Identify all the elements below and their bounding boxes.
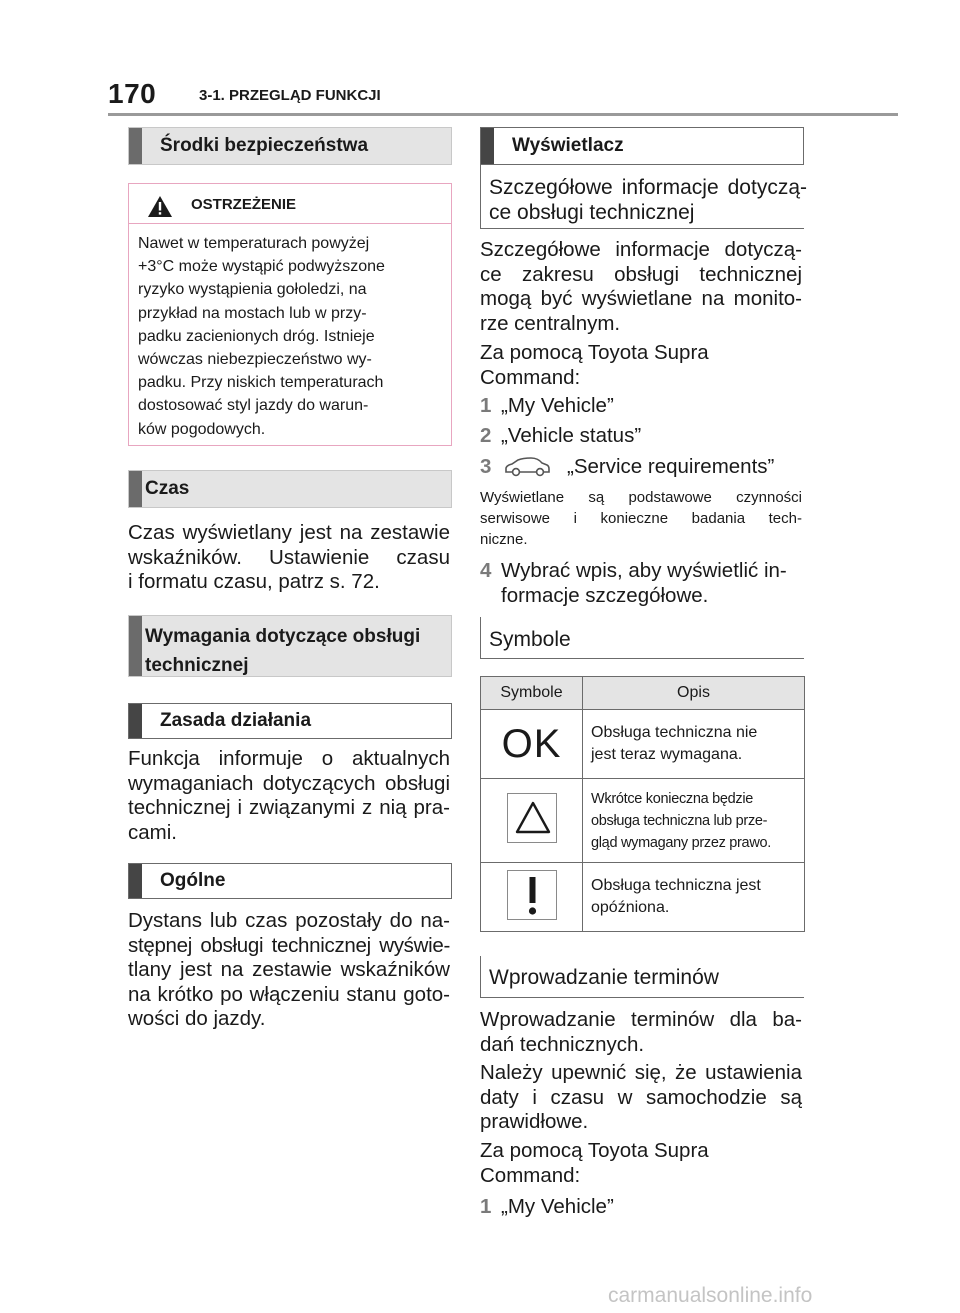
- display-subhead: [489, 175, 807, 225]
- check-paragraph: [480, 1061, 802, 1135]
- exclamation-icon: [507, 870, 557, 920]
- table-row: [481, 710, 805, 779]
- description-line: jest teraz wymagana.: [591, 746, 743, 763]
- service-heading-line: technicznej: [145, 655, 249, 676]
- note-line: Wyświetlane są podstawowe czynności: [480, 489, 802, 506]
- principle-heading: [128, 703, 452, 739]
- page-number: 170: [108, 78, 157, 109]
- time-heading-label: Czas: [145, 478, 190, 499]
- warning-triangle-icon: [507, 793, 557, 843]
- description-line: Obsługa techniczna nie: [591, 724, 758, 741]
- step-number: 2: [480, 424, 492, 447]
- warning-line: ków pogodowych.: [138, 420, 266, 438]
- general-heading: [128, 863, 452, 899]
- warning-label: OSTRZEŻENIE: [191, 196, 297, 213]
- paragraph-line: wymaganiach dotyczących obsługi: [128, 771, 450, 795]
- description-line: Obsługa techniczna jest: [591, 877, 761, 894]
- paragraph-line: Należy upewnić się, że ustawienia: [480, 1061, 802, 1084]
- subhead-line: ce obsługi technicznej: [489, 201, 695, 224]
- step-2: [480, 424, 641, 449]
- heading-bar: [129, 864, 142, 898]
- warning-line: przykład na mostach lub w przy-: [138, 304, 367, 322]
- warning-icon: [147, 195, 173, 218]
- warning-header: [129, 184, 451, 224]
- step-text: formacje szczegółowe.: [501, 583, 709, 607]
- heading-bar: [481, 128, 494, 164]
- subhead-divider: [480, 165, 481, 229]
- paragraph-line: Command:: [480, 1163, 581, 1187]
- command-paragraph: [480, 341, 802, 390]
- subhead-divider: [480, 956, 481, 998]
- warning-text: [138, 232, 444, 441]
- paragraph-line: cami.: [128, 820, 177, 844]
- symbol-cell: [481, 863, 583, 932]
- symbol-cell: [481, 779, 583, 863]
- paragraph-line: rze centralnym.: [480, 311, 621, 335]
- step-number: 3: [480, 455, 492, 478]
- paragraph-line: wskaźników. Ustawienie czasu: [128, 545, 450, 569]
- paragraph-line: Za pomocą Toyota Supra: [480, 341, 709, 364]
- paragraph-line: dań technicznych.: [480, 1032, 645, 1056]
- paragraph-line: Wprowadzanie terminów dla ba-: [480, 1008, 802, 1031]
- warning-line: Nawet w temperaturach powyżej: [138, 235, 370, 252]
- principle-heading-label: Zasada działania: [160, 710, 312, 731]
- note-line: serwisowe i konieczne badania tech-: [480, 510, 802, 527]
- table-header-symbol: Symbole: [481, 677, 583, 710]
- paragraph-line: Czas wyświetlany jest na zestawie: [128, 521, 450, 544]
- subhead-underline: [480, 997, 804, 998]
- step-4: [480, 559, 802, 608]
- heading-bar: [129, 616, 142, 676]
- paragraph-line: Command:: [480, 365, 581, 389]
- paragraph-line: prawidłowe.: [480, 1110, 589, 1134]
- heading-bar: [129, 471, 142, 507]
- symbols-table: [480, 676, 805, 932]
- paragraph-line: ce zakresu obsługi technicznej: [480, 262, 802, 286]
- warning-line: wówczas niebezpieczeństwo wy-: [138, 351, 372, 369]
- step-number: 4: [480, 559, 492, 582]
- description-line: obsługa techniczna lub prze-: [591, 812, 768, 829]
- step-number: 1: [480, 394, 492, 417]
- warning-box: [128, 183, 452, 446]
- time-heading: [128, 470, 452, 508]
- subhead-underline: [480, 658, 804, 659]
- paragraph-line: Dystans lub czas pozostały do na-: [128, 909, 450, 932]
- step-text: „Vehicle status”: [501, 424, 642, 447]
- heading-bar: [129, 704, 142, 738]
- table-header-row: [481, 677, 805, 710]
- description-line: Wkrótce konieczna będzie: [591, 790, 754, 807]
- warning-line: +3°C może wystąpić podwyższone: [138, 258, 385, 276]
- service-heading-label: [145, 622, 420, 680]
- paragraph-line: technicznej i związanymi z nią pra-: [128, 796, 450, 820]
- ok-symbol: OK: [501, 721, 562, 766]
- subhead-divider: [480, 617, 481, 659]
- table-row: [481, 863, 805, 932]
- subhead-line: Szczegółowe informacje dotyczą-: [489, 176, 807, 199]
- page-header: [108, 78, 898, 116]
- paragraph-line: na krótko po włączeniu stanu goto-: [128, 982, 450, 1006]
- watermark: carmanualsonline.info: [608, 1284, 813, 1307]
- general-paragraph: [128, 909, 450, 1032]
- safety-heading-label: Środki bezpieczeństwa: [160, 135, 369, 156]
- step-text: Wybrać wpis, aby wyświetlić in-: [501, 559, 787, 582]
- paragraph-line: tlany jest na zestawie wskaźników: [128, 958, 450, 982]
- paragraph-line: mogą być wyświetlane na monito-: [480, 287, 802, 311]
- description-cell: [583, 779, 805, 863]
- table-header-description: Opis: [583, 677, 805, 710]
- paragraph-line: stępnej obsługi technicznej wyświe-: [128, 933, 450, 957]
- description-line: gląd wymagany przez prawo.: [591, 834, 771, 851]
- heading-bar: [129, 128, 142, 164]
- description-line: opóźniona.: [591, 899, 670, 916]
- appointments-subhead: Wprowadzanie terminów: [489, 966, 719, 989]
- appointments-paragraph: [480, 1008, 802, 1057]
- description-cell: [583, 863, 805, 932]
- paragraph-line: Szczegółowe informacje dotyczą-: [480, 238, 802, 261]
- step-1: [480, 394, 614, 419]
- symbols-subhead: Symbole: [489, 628, 571, 651]
- subhead-underline: [480, 228, 804, 229]
- table-row: [481, 779, 805, 863]
- display-heading-label: Wyświetlacz: [512, 135, 624, 156]
- paragraph-line: daty i czasu w samochodzie są: [480, 1085, 802, 1109]
- step-last: [480, 1195, 614, 1220]
- display-heading: [480, 127, 804, 165]
- paragraph-line: Funkcja informuje o aktualnych: [128, 747, 450, 770]
- warning-line: dostosować styl jazdy do warun-: [138, 397, 369, 415]
- paragraph-line: i formatu czasu, patrz s. 72.: [128, 570, 380, 594]
- details-paragraph: [480, 238, 802, 336]
- note-paragraph: [480, 487, 802, 550]
- principle-paragraph: [128, 747, 450, 845]
- step-3-text: „Service requirements”: [567, 455, 775, 478]
- step-3: [480, 455, 501, 480]
- warning-line: ryzyko wystąpienia gołoledzi, na: [138, 281, 367, 299]
- step-text: „My Vehicle”: [501, 1195, 614, 1218]
- car-icon: [503, 455, 551, 479]
- note-line: niczne.: [480, 531, 528, 548]
- warning-line: padku zacienionych dróg. Istnieje: [138, 327, 375, 345]
- general-heading-label: Ogólne: [160, 870, 226, 891]
- step-number: 1: [480, 1195, 492, 1218]
- step-text: „My Vehicle”: [501, 394, 614, 417]
- time-paragraph: [128, 521, 450, 595]
- symbol-cell: [481, 710, 583, 779]
- safety-heading: [128, 127, 452, 165]
- service-requirements-heading: [128, 615, 452, 677]
- command2-paragraph: [480, 1139, 802, 1188]
- service-heading-line: Wymagania dotyczące obsługi: [145, 626, 421, 647]
- description-cell: [583, 710, 805, 779]
- paragraph-line: wości do jazdy.: [128, 1007, 266, 1031]
- section-title: 3-1. PRZEGLĄD FUNKCJI: [199, 87, 381, 104]
- paragraph-line: Za pomocą Toyota Supra: [480, 1139, 709, 1162]
- warning-line: padku. Przy niskich temperaturach: [138, 374, 384, 392]
